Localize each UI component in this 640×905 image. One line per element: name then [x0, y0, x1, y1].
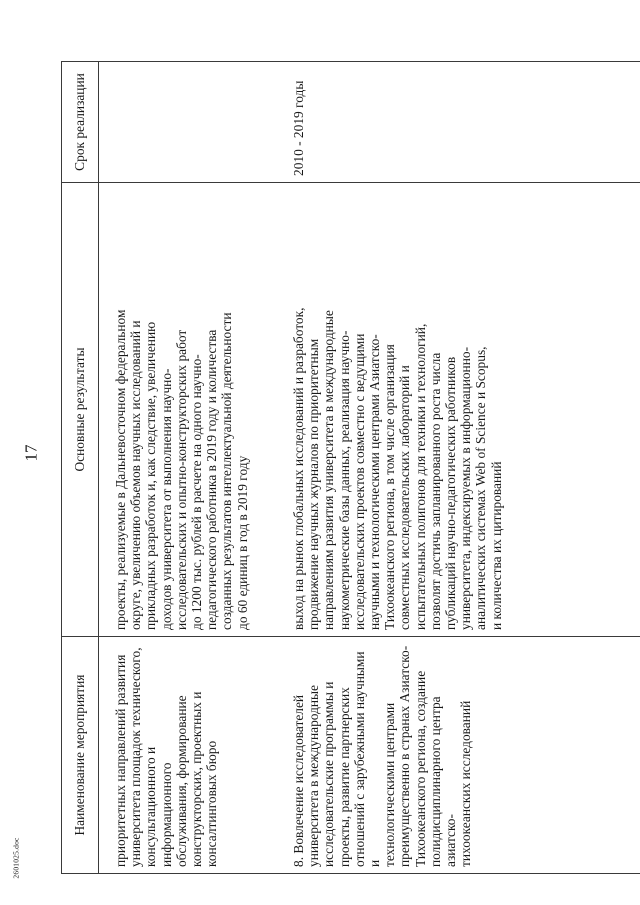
table-header-row — [62, 62, 99, 874]
page-number: 17 — [21, 444, 41, 462]
measure-name-text: 8. Вовлечение исследователей университета в международные исследовательские программы и проекты, развитие партнерских отношений с зарубежными научными и технологическими центрами преимущественно в странах Азиатско- Тихоокеанского региона, создание полидисциплинарного центра азиатско- тихоокеанских исследований — [291, 645, 474, 867]
measure-name-cell — [281, 637, 640, 874]
measure-name-cell — [99, 637, 282, 874]
document-file-code: 2601025.doc — [11, 837, 21, 879]
measures-table — [61, 61, 640, 874]
table-row — [281, 62, 640, 874]
period-text: 2010 - 2019 годы — [291, 80, 306, 176]
rotated-table-container — [61, 62, 619, 874]
period-cell — [99, 62, 282, 183]
results-text: проекты, реализуемые в Дальневосточном федеральном округе, увеличению объемов научных исследований и прикладных разработок и, как следствие, увеличению доходов университета от выполнения научно- исследовательских и опытно-конструкторских работ до 1200 тыс. рублей в расчете на одного научно- педагогического работника в 2019 году и количества созданных результатов интеллектуальной деятельности до 60 единиц в год в 2019 году — [113, 309, 250, 630]
table-row — [99, 62, 282, 874]
results-cell — [99, 183, 282, 637]
results-cell — [281, 183, 640, 637]
measure-name-text: приоритетных направлений развития университета площадок технического, консультационного и информационного обслуживания, формирование конструкторских, проектных и консалтинговых бюро — [113, 647, 220, 867]
header-main-results: Основные результаты — [62, 183, 99, 637]
header-measure-name: Наименование мероприятия — [62, 637, 99, 874]
header-period: Срок реализации — [62, 62, 99, 183]
period-cell — [281, 62, 640, 183]
results-text: выход на рынок глобальных исследований и разработок, продвижение научных журналов по приоритетным направлениям развития университета в международные наукометрические базы данных, реализация научно- исследовательских проектов совместно с ведущими научными и технологическими центрами Азиатско- Тихоокеанского региона, в том числе организация совместных исследовательских лабораторий и испытательных полигонов для техники и технологий, позволят достичь запланированного роста числа публикаций научно-педагогических работников университета, индексируемых в информационно- аналитических системах Web of Science и Scopus, и количества их цитирований — [291, 307, 504, 630]
